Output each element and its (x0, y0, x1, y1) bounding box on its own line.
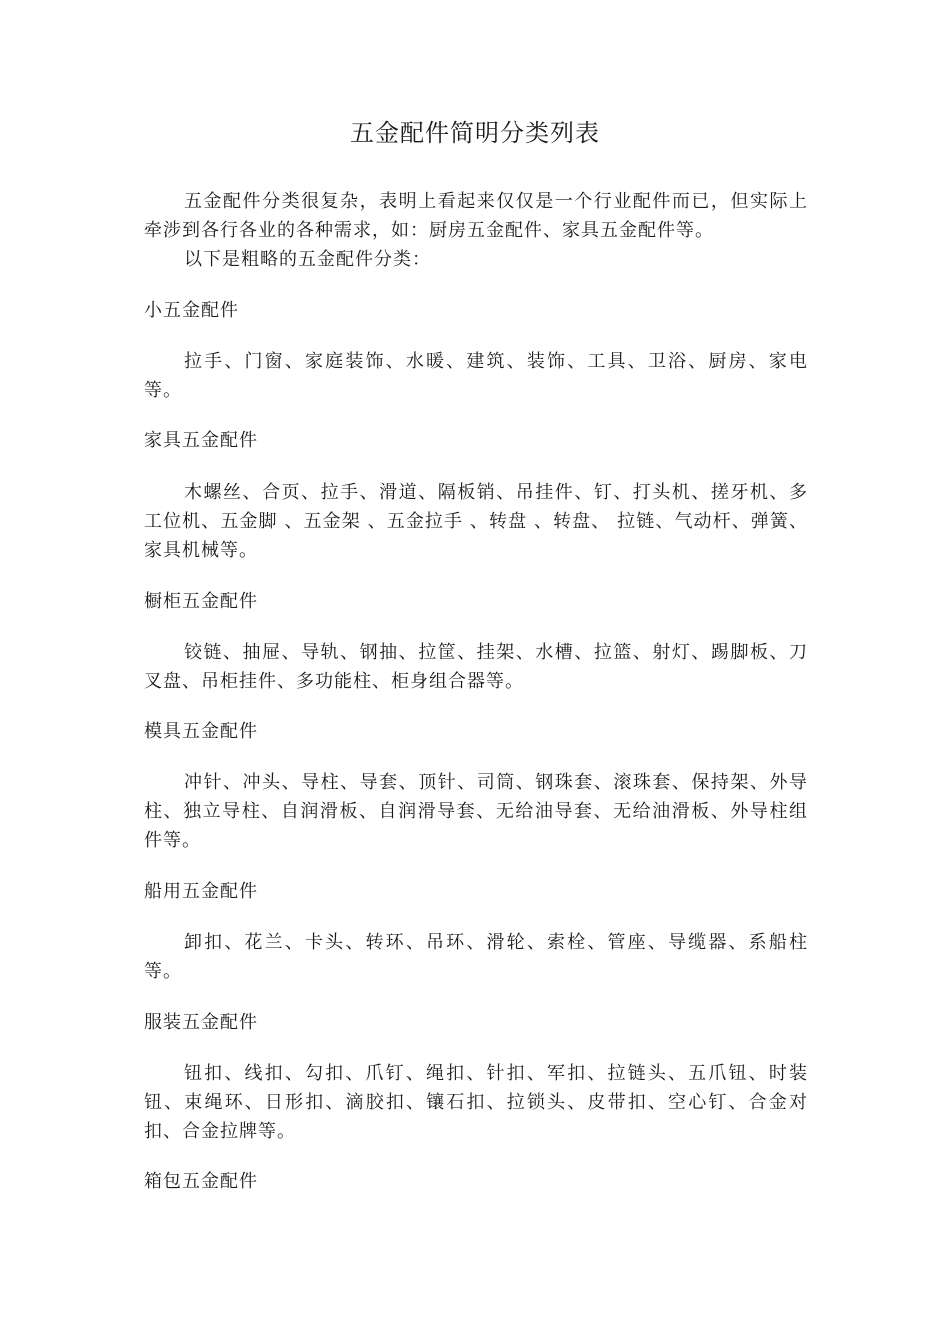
section-body-furniture-hardware: 木螺丝、合页、拉手、滑道、隔板销、吊挂件、钉、打头机、搓牙机、多工位机、五金脚 、五金架 、五金拉手 、转盘 、转盘、 拉链、气动杆、弹簧、家具机械等。 (144, 482, 808, 561)
section-heading-furniture-hardware: 家具五金配件 (144, 430, 258, 451)
section-heading-garment-hardware: 服装五金配件 (144, 1012, 258, 1033)
section-body-marine-hardware: 卸扣、花兰、卡头、转环、吊环、滑轮、索栓、管座、导缆器、系船柱等。 (144, 932, 808, 982)
section-heading-marine-hardware: 船用五金配件 (144, 881, 258, 902)
section-heading-luggage-hardware: 箱包五金配件 (144, 1171, 258, 1192)
section-heading-mold-hardware: 模具五金配件 (144, 721, 258, 742)
section-body-mold-hardware: 冲针、冲头、导柱、导套、顶针、司筒、钢珠套、滚珠套、保持架、外导柱、独立导柱、自润滑板、自润滑导套、无给油导套、无给油滑板、外导柱组件等。 (144, 772, 808, 851)
section-body-garment-hardware: 钮扣、线扣、勾扣、爪钉、绳扣、针扣、军扣、拉链头、五爪钮、时装钮、束绳环、日形扣、滴胶扣、镶石扣、拉锁头、皮带扣、空心钉、合金对扣、合金拉牌等。 (144, 1063, 808, 1142)
section-body-small-hardware: 拉手、门窗、家庭装饰、水暖、建筑、装饰、工具、卫浴、厨房、家电等。 (144, 351, 808, 401)
section-heading-small-hardware: 小五金配件 (144, 300, 239, 321)
intro-paragraph-2: 以下是粗略的五金配件分类： (184, 249, 431, 270)
section-body-cabinet-hardware: 铰链、抽屉、导轨、钢抽、拉筐、挂架、水槽、拉篮、射灯、踢脚板、刀叉盘、吊柜挂件、多功能柱、柜身组合器等。 (144, 642, 808, 692)
section-heading-cabinet-hardware: 橱柜五金配件 (144, 591, 258, 612)
intro-paragraph: 五金配件分类很复杂，表明上看起来仅仅是一个行业配件而已，但实际上牵涉到各行各业的各种需求，如：厨房五金配件、家具五金配件等。 (144, 191, 808, 241)
document-title: 五金配件简明分类列表 (350, 119, 600, 147)
